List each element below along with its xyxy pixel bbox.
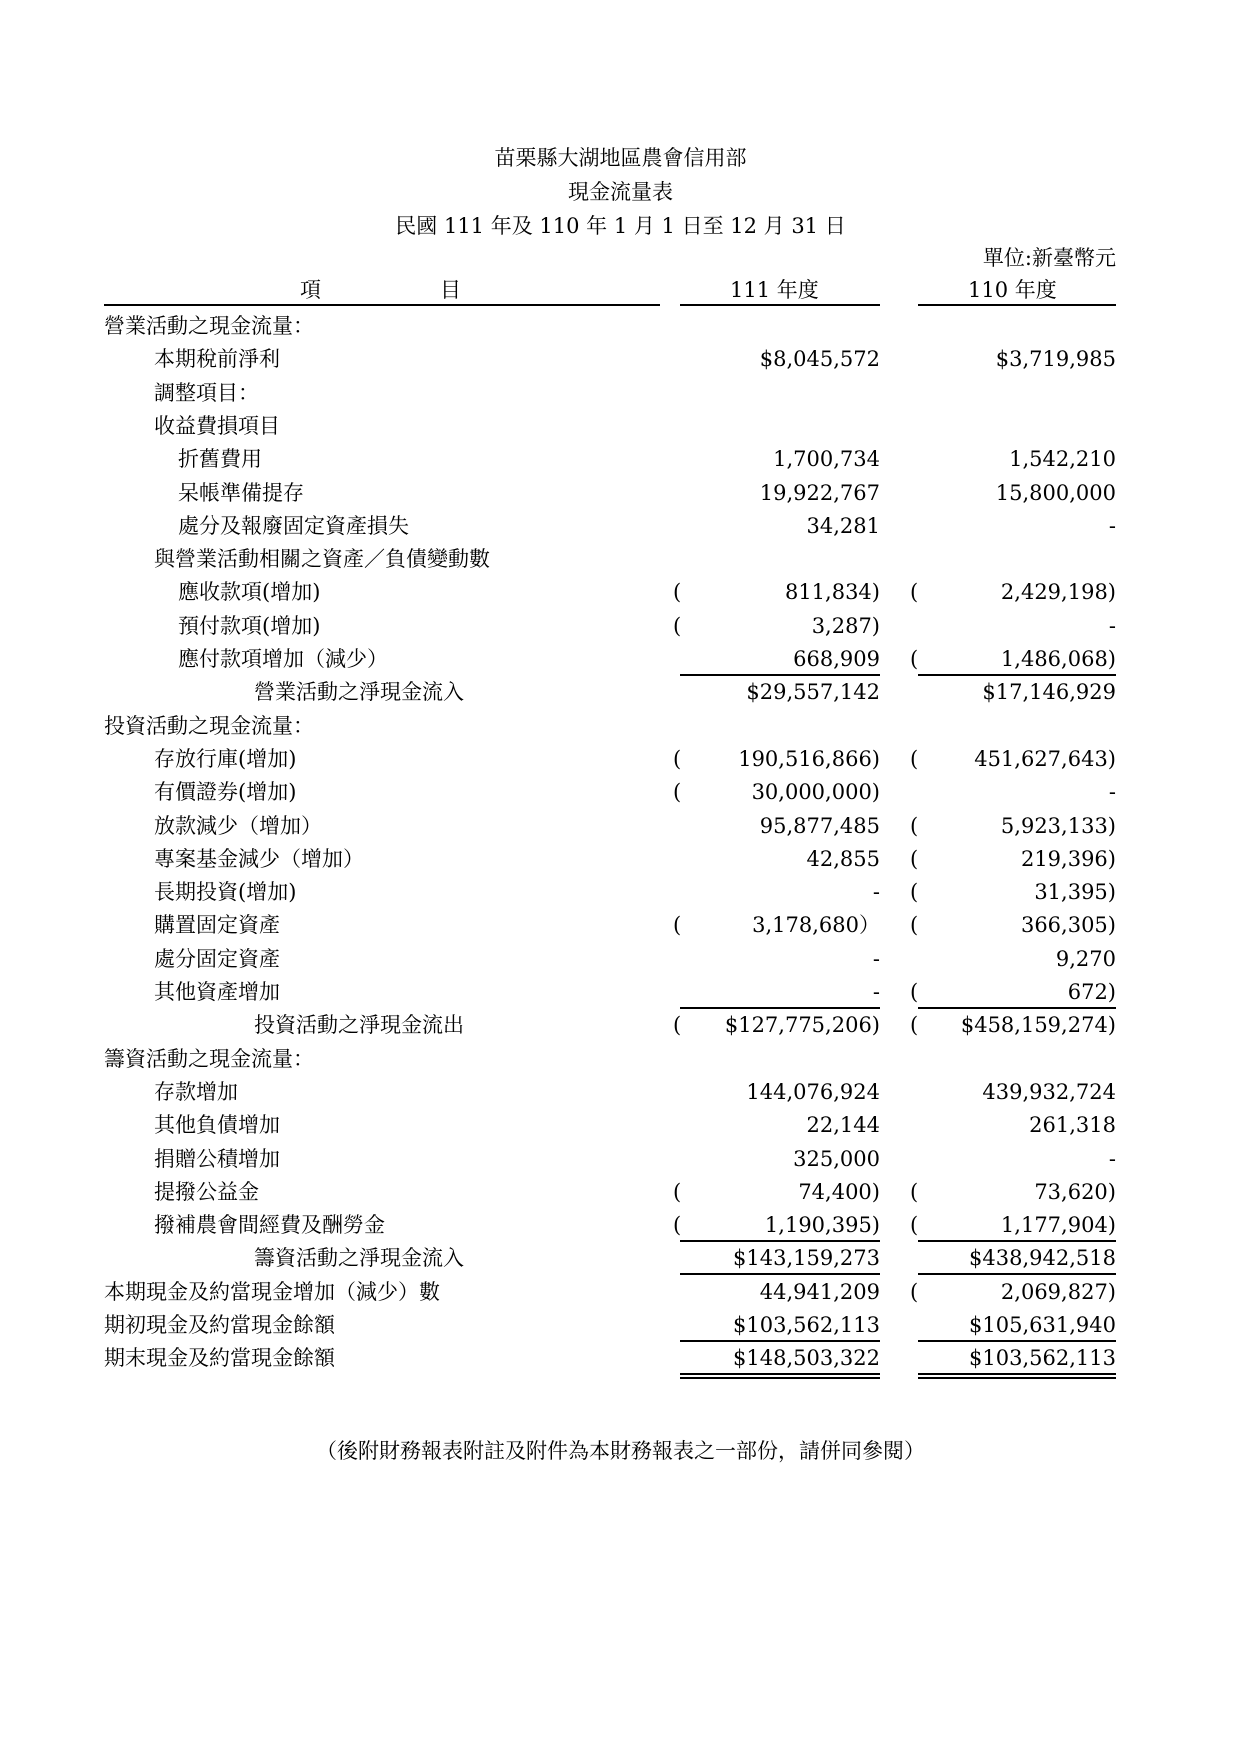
row-label: 本期現金及約當現金增加（減少）數 [104,1279,440,1304]
value-111: 1,190,395) [764,1213,880,1238]
statement-title: 現金流量表 [568,180,673,204]
value-110: $3,719,985 [995,347,1116,372]
double-rule-110 [918,1373,1116,1375]
open-paren-111: ( [673,580,682,605]
row-label: 營業活動之現金流量： [104,314,314,338]
value-110: 439,932,724 [982,1079,1116,1104]
value-110: $458,159,274) [960,1013,1116,1038]
table-row [0,1209,1241,1242]
organization-name: 苗栗縣大湖地區農會信用部 [494,146,747,170]
value-111: 668,909 [793,647,880,671]
value-110: 73,620) [1034,1179,1116,1204]
table-row [0,710,1241,743]
value-111: 811,834) [784,580,880,605]
row-label: 籌資活動之現金流量： [104,1046,314,1071]
value-110: $438,942,518 [969,1246,1116,1271]
double-rule-110 [918,1377,1116,1379]
statement-period: 民國 111 年及 110 年 1 月 1 日至 12 月 31 日 [395,214,846,238]
row-label: 應收款項(增加) [178,580,321,605]
table-row [0,543,1241,576]
value-110: $103,562,113 [969,1346,1116,1371]
table-row [0,310,1241,343]
row-label: 捐贈公積增加 [154,1146,280,1171]
value-111: $148,503,322 [733,1346,880,1371]
table-row [0,1043,1241,1076]
row-label: 籌資活動之淨現金流入 [254,1246,464,1271]
table-row [0,1309,1241,1342]
row-label: 本期稅前淨利 [154,347,280,372]
row-label: 存放行庫(增加) [154,746,297,771]
value-110: - [1108,1146,1116,1171]
value-110: 9,270 [1055,946,1116,971]
open-paren-111: ( [673,746,682,771]
column-header-item-a: 項 [300,278,321,302]
row-label: 處分固定資產 [154,946,280,971]
column-header-item-b: 目 [440,278,461,302]
value-111: $29,557,142 [746,680,880,705]
table-row [0,1109,1241,1142]
value-110: 672) [1067,980,1116,1004]
table-row [0,776,1241,809]
value-110: 261,318 [1029,1113,1116,1138]
row-label: 放款減少（增加） [154,813,322,838]
value-110: 31,395) [1034,880,1116,905]
row-label: 預付款項(增加) [178,613,321,638]
value-110: 2,069,827) [1000,1279,1116,1304]
open-paren-110: ( [910,913,919,938]
value-110: $17,146,929 [982,680,1116,705]
value-111: 3,178,680） [752,913,880,938]
table-row [0,477,1241,510]
open-paren-110: ( [910,1013,919,1038]
table-row [0,510,1241,543]
value-110: 15,800,000 [995,480,1116,505]
row-label: 投資活動之淨現金流出 [254,1013,464,1038]
value-110: $105,631,940 [969,1313,1116,1337]
value-111: 34,281 [806,513,880,538]
value-111: $127,775,206) [724,1013,880,1038]
row-label: 期末現金及約當現金餘額 [104,1346,335,1371]
value-111: 144,076,924 [746,1079,880,1104]
table-row [0,1242,1241,1275]
row-label: 提撥公益金 [154,1179,259,1204]
open-paren-110: ( [910,813,919,838]
double-rule-111 [680,1377,880,1379]
value-110: 1,486,068) [1000,647,1116,671]
column-header-111: 111 年度 [730,278,819,302]
table-row [0,343,1241,376]
value-110: - [1108,780,1116,805]
open-paren-110: ( [910,880,919,905]
currency-unit: 單位:新臺幣元 [982,246,1116,270]
footer-note: （後附財務報表附註及附件為本財務報表之一部份，請併同參閱） [316,1439,925,1463]
table-row [0,810,1241,843]
value-110: 366,305) [1020,913,1116,938]
value-111: - [872,880,880,905]
row-label: 購置固定資產 [154,913,280,938]
column-header-110: 110 年度 [968,278,1057,302]
value-111: 74,400) [798,1179,880,1204]
double-rule-111 [680,1373,880,1375]
open-paren-111: ( [673,613,682,638]
row-label: 存款增加 [154,1079,238,1104]
row-label: 營業活動之淨現金流入 [254,680,464,705]
row-label: 投資活動之現金流量： [104,713,314,738]
row-label: 折舊費用 [178,447,262,472]
value-111: 42,855 [806,846,880,871]
row-label: 收益費損項目 [154,413,280,438]
table-row [0,377,1241,410]
header-rule-110 [918,304,1116,306]
open-paren-110: ( [910,746,919,771]
header-rule-item [104,304,660,306]
table-row [0,410,1241,443]
row-label: 撥補農會間經費及酬勞金 [154,1213,385,1238]
value-110: 451,627,643) [974,746,1116,771]
open-paren-111: ( [673,1013,682,1038]
open-paren-110: ( [910,1279,919,1304]
table-row [0,1342,1241,1375]
value-110: 5,923,133) [1000,813,1116,838]
row-label: 呆帳準備提存 [178,480,304,505]
table-row [0,1176,1241,1209]
table-row [0,443,1241,476]
value-111: 30,000,000) [751,780,880,805]
value-111: $143,159,273 [733,1246,880,1271]
value-111: $8,045,572 [759,347,880,372]
value-110: - [1108,513,1116,538]
open-paren-110: ( [910,580,919,605]
table-row [0,943,1241,976]
value-110: 1,177,904) [1000,1213,1116,1238]
value-111: 190,516,866) [738,746,880,771]
open-paren-110: ( [910,980,919,1004]
open-paren-110: ( [910,647,919,671]
table-row [0,1143,1241,1176]
table-row [0,676,1241,709]
open-paren-111: ( [673,913,682,938]
row-label: 有價證券(增加) [154,780,297,805]
row-label: 期初現金及約當現金餘額 [104,1313,335,1337]
value-110: 219,396) [1020,846,1116,871]
value-111: 19,922,767 [759,480,880,505]
row-label: 與營業活動相關之資產／負債變動數 [154,547,490,572]
table-row [0,876,1241,909]
table-row [0,1076,1241,1109]
row-label: 處分及報廢固定資產損失 [178,513,409,538]
value-111: 44,941,209 [759,1279,880,1304]
value-111: 1,700,734 [773,447,880,472]
table-row [0,909,1241,942]
open-paren-110: ( [910,846,919,871]
value-110: 2,429,198) [1000,580,1116,605]
open-paren-111: ( [673,1179,682,1204]
table-row [0,610,1241,643]
value-111: 22,144 [806,1113,880,1138]
row-label: 專案基金減少（增加） [154,846,364,871]
value-111: - [872,946,880,971]
value-111: - [872,980,880,1004]
open-paren-111: ( [673,780,682,805]
row-label: 長期投資(增加) [154,880,297,905]
row-label: 應付款項增加（減少） [178,647,388,671]
open-paren-110: ( [910,1179,919,1204]
header-rule-111 [680,304,880,306]
table-row [0,576,1241,609]
open-paren-111: ( [673,1213,682,1238]
row-label: 其他資產增加 [154,980,280,1004]
table-row [0,976,1241,1009]
row-label: 調整項目： [154,380,259,405]
table-row [0,643,1241,676]
table-row [0,1276,1241,1309]
value-111: 3,287) [811,613,880,638]
value-111: $103,562,113 [733,1313,880,1337]
table-row [0,1009,1241,1042]
open-paren-110: ( [910,1213,919,1238]
value-111: 325,000 [793,1146,880,1171]
table-row [0,843,1241,876]
table-row [0,743,1241,776]
value-111: 95,877,485 [759,813,880,838]
value-110: 1,542,210 [1009,447,1116,472]
value-110: - [1108,613,1116,638]
row-label: 其他負債增加 [154,1113,280,1138]
